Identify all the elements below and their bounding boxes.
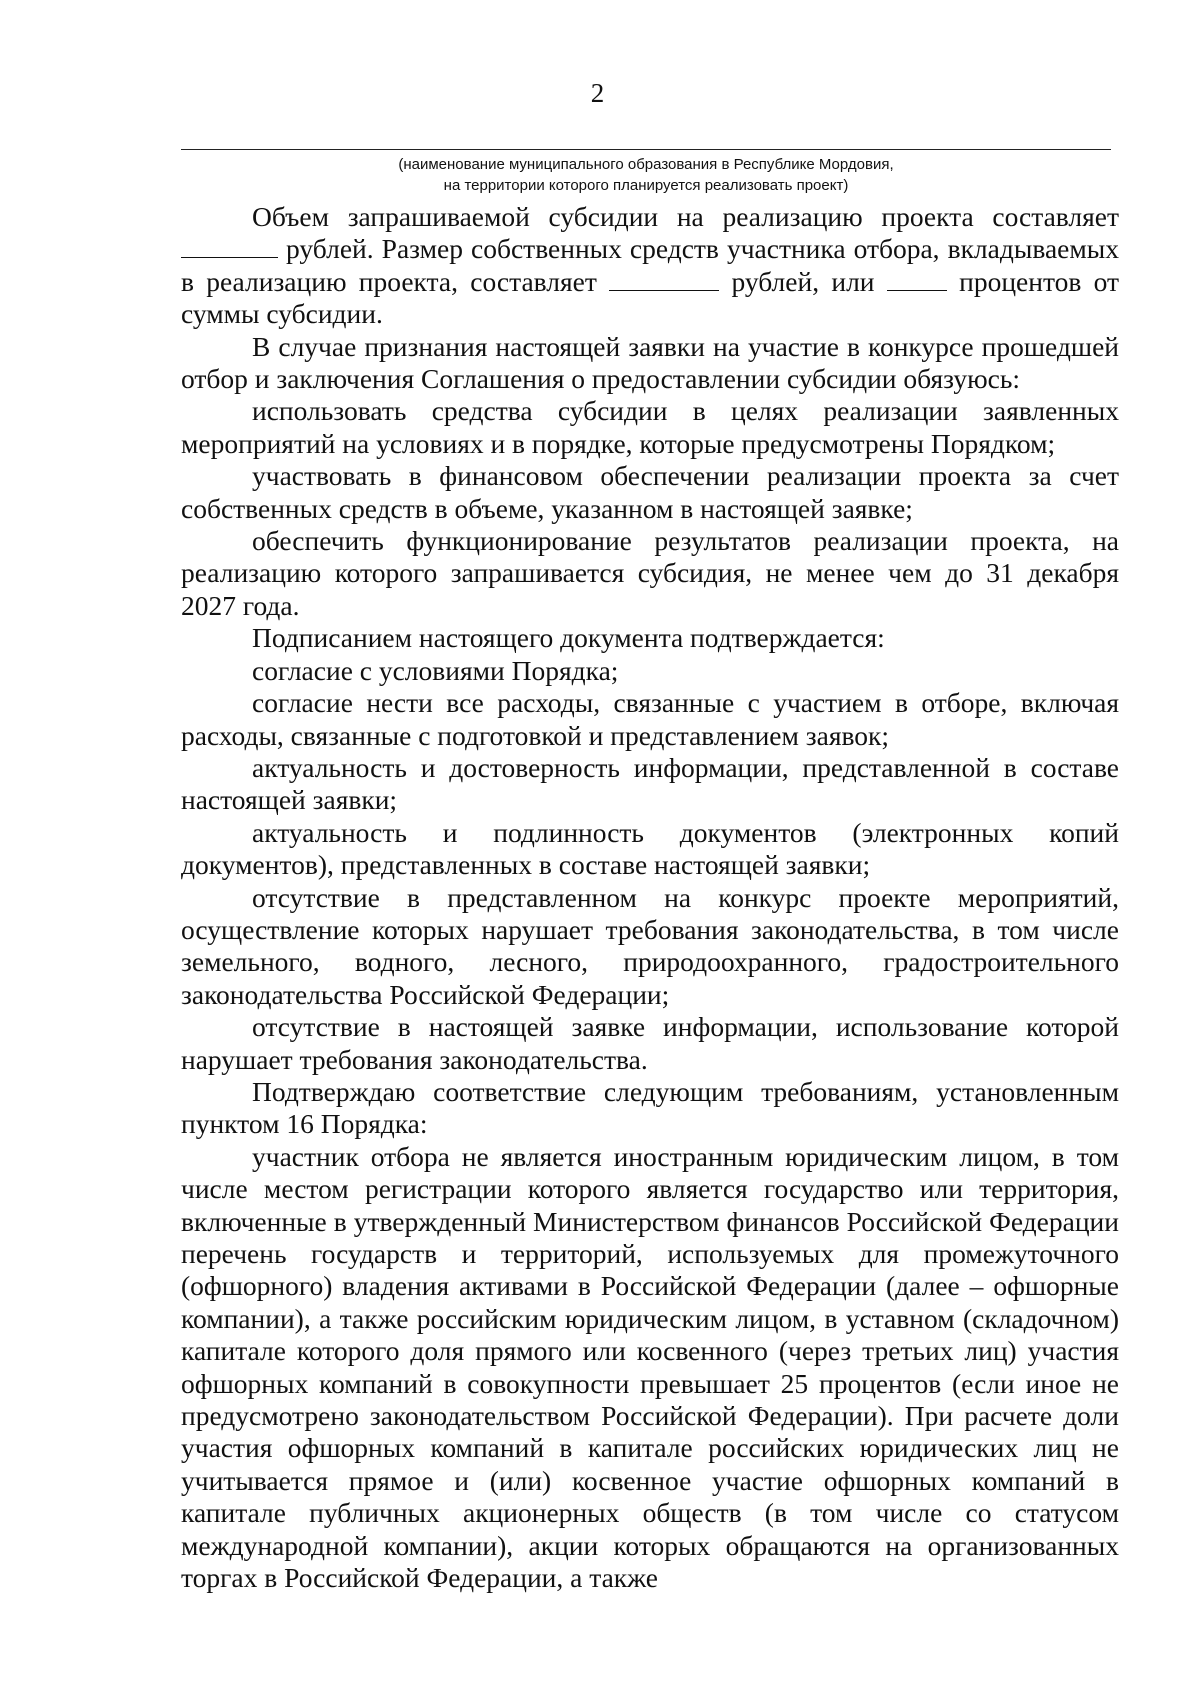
municipality-name-underline	[181, 149, 1111, 150]
confirmation-item: отсутствие в представленном на конкурс проекте мероприятий, осуществление которых нарушает требования законодательства, в том числе земельного, водного, лесного, природоохранного, градостроительного законодательства Российской Федерации;	[181, 881, 1119, 1010]
confirmations-intro: Подписанием настоящего документа подтверждается:	[252, 622, 885, 654]
confirmation-item: согласие с условиями Порядка;	[252, 654, 619, 686]
subsidy-text: процентов от суммы субсидии.	[181, 265, 1120, 330]
confirmation-item: согласие нести все расходы, связанные с участием в отборе, включая расходы, связанные с подготовкой и представлением заявок;	[181, 687, 1119, 751]
caption-line: (наименование муниципального образования в Республике Мордовия,	[398, 156, 894, 173]
obligation-item: участвовать в финансовом обеспечении реализации проекта за счет собственных средств в объеме, указанном в настоящей заявке;	[181, 460, 1119, 524]
page-number: 2	[590, 78, 605, 108]
obligation-item: использовать средства субсидии в целях реализации заявленных мероприятий на условиях и в порядке, которые предусмотрены Порядком;	[181, 395, 1119, 459]
subsidy-paragraph	[181, 201, 1119, 331]
requirements-intro: Подтверждаю соответствие следующим требованиям, установленным пунктом 16 Порядка:	[181, 1075, 1119, 1140]
subsidy-text: Объем запрашиваемой субсидии на реализацию проекта составляет	[252, 201, 1119, 232]
confirmation-item: актуальность и достоверность информации, представленной в составе настоящей заявки;	[181, 751, 1119, 816]
requirement-item: участник отбора не является иностранным юридическим лицом, в том числе местом регистрации которого является государство или территория, включенные в утвержденный Министерством финансов Российской Федерации перечень государств и территорий, используемых для промежуточного (офшорного) владения активами в Российской Федерации (далее – офшорные компании), а также российским юридическим лицом, в уставном (складочном) капитале которого доля прямого или косвенного (через третьих лиц) участия офшорных компаний в совокупности превышает 25 процентов (если иное не предусмотрено законодательством Российской Федерации). При расчете доли участия офшорных компаний в капитале российских юридических лиц не учитывается прямое и (или) косвенное участие офшорных компаний в капитале публичных акционерных обществ (в том числе со статусом международной компании), акции которых обращаются на организованных торгах в Российской Федерации, а также	[181, 1140, 1119, 1594]
obligations-intro: В случае признания настоящей заявки на участие в конкурсе прошедшей отбор и заключения Соглашения о предоставлении субсидии обязуюсь:	[181, 330, 1119, 395]
own-funds-amount-blank	[609, 289, 719, 291]
confirmation-item: отсутствие в настоящей заявке информации, использование которой нарушает требования законодательства.	[181, 1011, 1119, 1075]
municipality-caption	[181, 154, 1111, 196]
document-body	[181, 201, 1119, 1594]
subsidy-text: рублей, или	[731, 265, 875, 297]
subsidy-text: рублей. Размер собственных средств участника отбора, вкладываемых в реализацию проекта, составляет	[181, 233, 1119, 297]
obligation-item: обеспечить функционирование результатов реализации проекта, на реализацию которого запрашивается субсидия, не менее чем до 31 декабря 2027 года.	[181, 525, 1119, 621]
own-funds-percent-blank	[887, 289, 947, 291]
caption-line: на территории которого планируется реализовать проект)	[443, 177, 849, 194]
subsidy-amount-blank	[181, 256, 278, 258]
confirmation-item: актуальность и подлинность документов (электронных копий документов), представленных в составе настоящей заявки;	[181, 816, 1119, 881]
